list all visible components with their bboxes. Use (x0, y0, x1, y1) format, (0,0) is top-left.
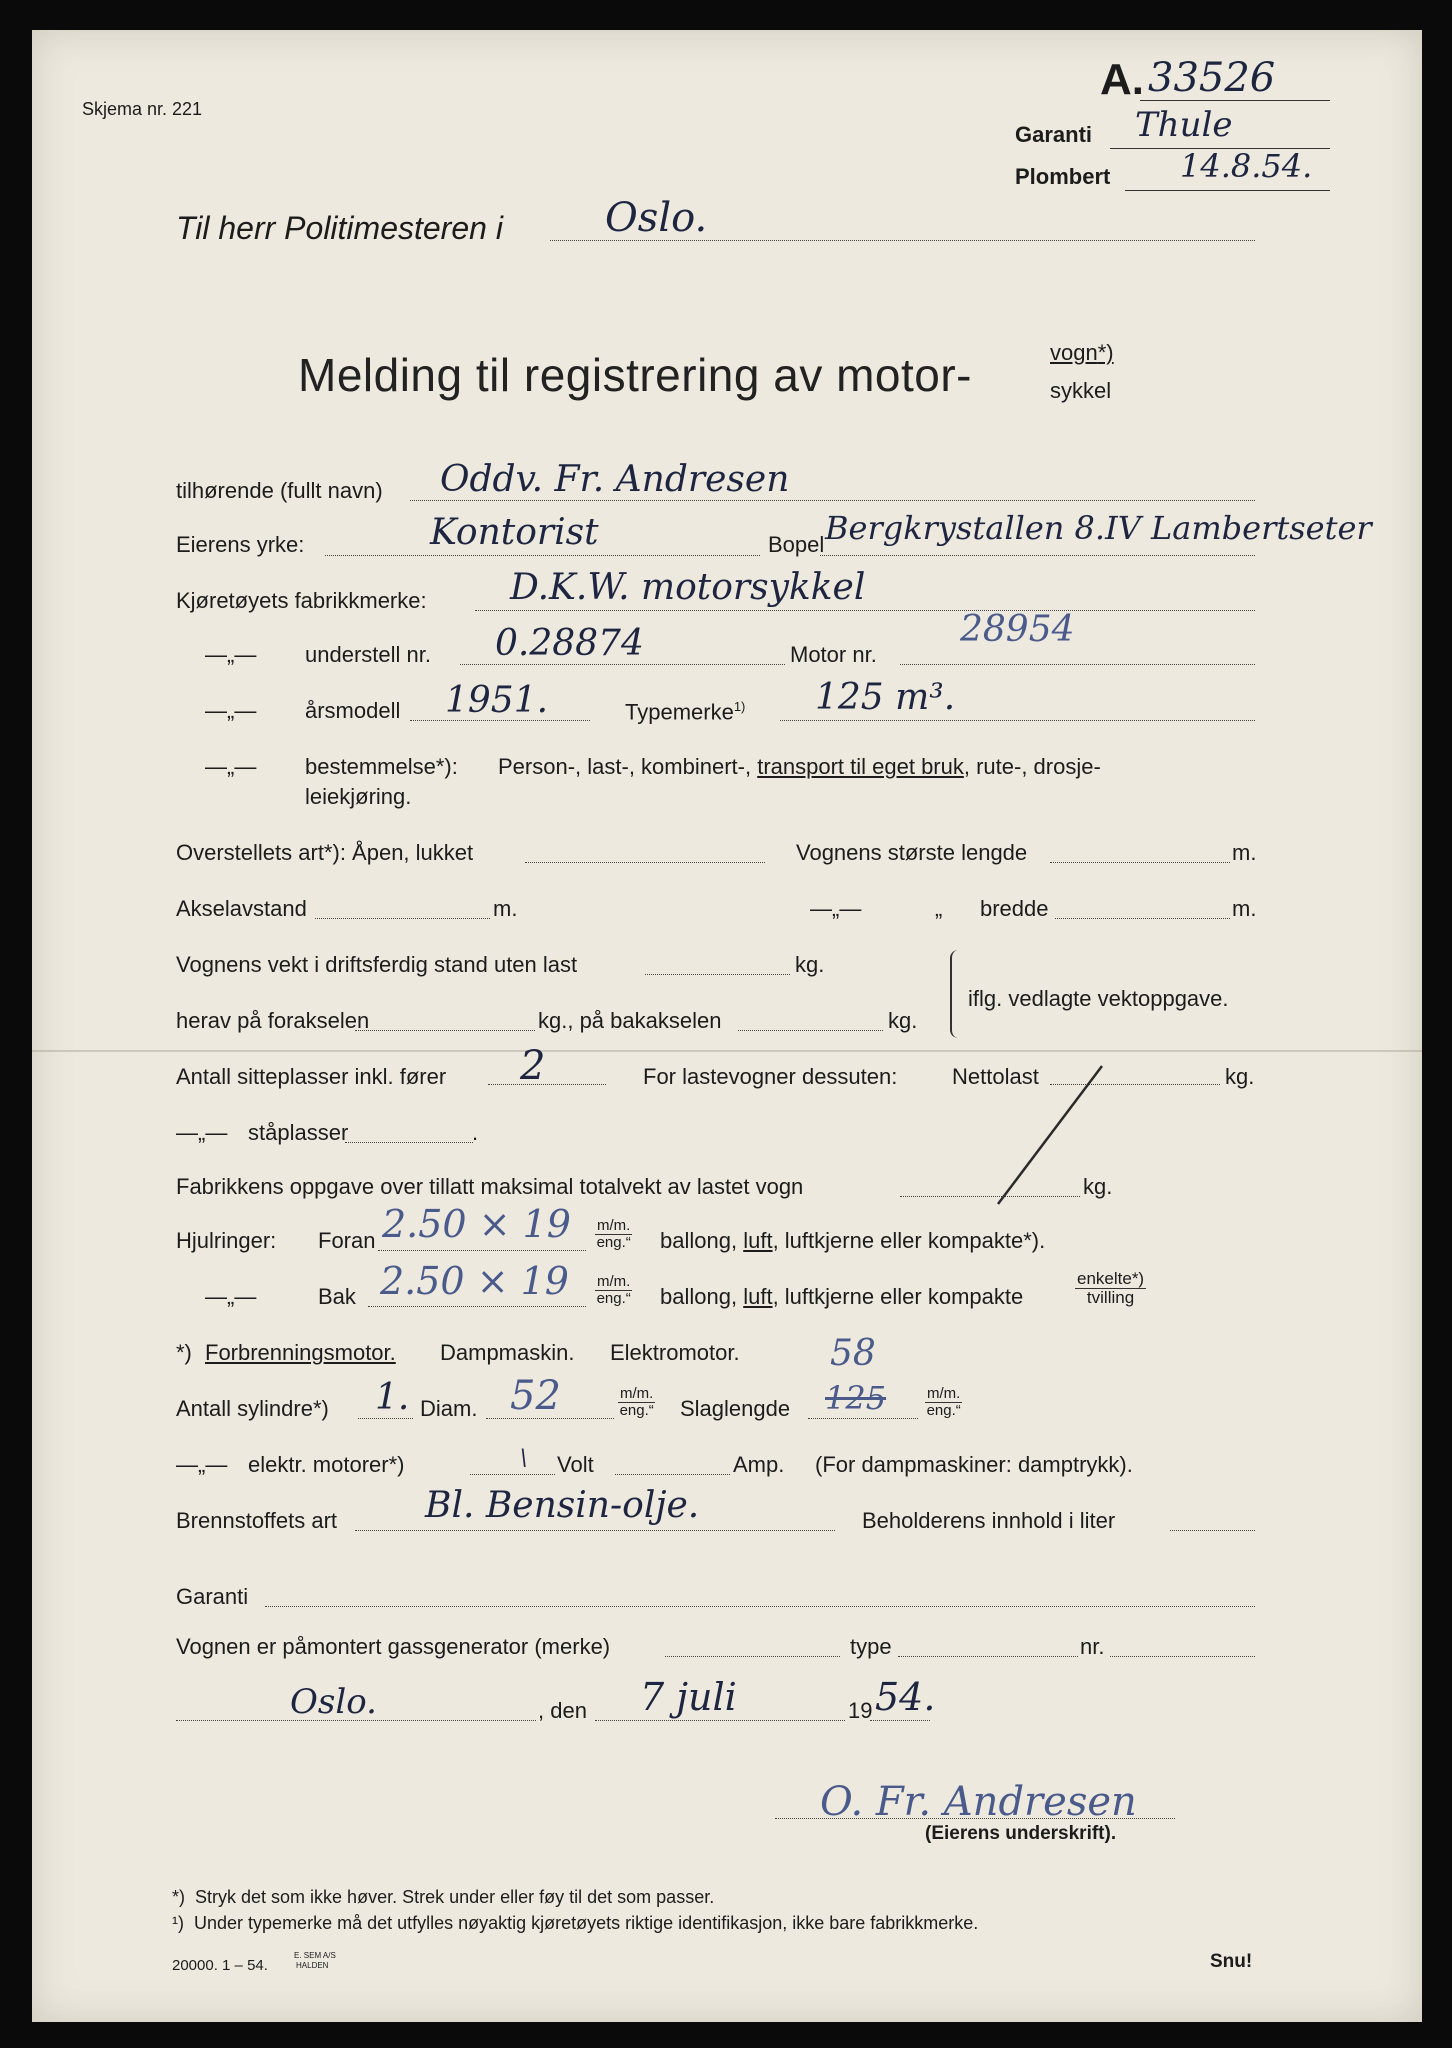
stroke-value: 125 (825, 1379, 887, 1417)
length-label: Vognens største lengde (796, 840, 1028, 865)
purpose-line2: leiekjøring. (305, 784, 412, 809)
rear-axle-label: kg., på bakakselen (538, 1008, 722, 1033)
ditto-mark: —„— (810, 896, 862, 921)
cyl-value: 1. (375, 1377, 410, 1418)
garanti-value: Thule (1135, 105, 1233, 145)
make-label: Kjøretøyets fabrikkmerke: (176, 588, 427, 613)
body-label: Overstellets art*): Åpen, lukket (176, 840, 474, 865)
elec-line (470, 1474, 555, 1475)
type-label: Typemerke$^{1)}$ (625, 699, 746, 725)
standing-line (345, 1142, 473, 1143)
unit-kg: kg. (1225, 1064, 1255, 1089)
volt-label: Volt (557, 1452, 594, 1477)
unit-m: m. (1232, 896, 1257, 921)
year-line (870, 1720, 930, 1721)
addressee-line (550, 240, 1255, 241)
addressee-label: Til herr Politimesteren i (176, 210, 503, 246)
rear-label: Bak (318, 1284, 356, 1309)
rear-tire-text: ballong, luft, luftkjerne eller kompakte (660, 1284, 1024, 1309)
owner-signature: O. Fr. Andresen (820, 1779, 1137, 1825)
signature-label: (Eierens underskrift). (925, 1823, 1117, 1844)
rear-line (368, 1306, 586, 1307)
diam-unit: m/m. eng.“ (619, 1385, 654, 1419)
plombert-line (1125, 190, 1330, 191)
reg-number-line (1140, 100, 1330, 101)
weight-note: iflg. vedlagte vektoppgave. (968, 986, 1229, 1011)
turn-over-note: Snu! (1210, 1951, 1253, 1972)
standing-label: ståplasser (248, 1120, 349, 1145)
steam-note: (For dampmaskiner: damptrykk). (815, 1452, 1133, 1477)
front-line (378, 1250, 586, 1251)
engine-type-c: Elektromotor. (610, 1340, 740, 1365)
body-line (525, 862, 765, 863)
rear-axle-line (738, 1030, 883, 1031)
diam-value: 52 (510, 1373, 561, 1419)
place-line (176, 1720, 536, 1721)
enkelte-tvilling: enkelte*) tvilling (1077, 1269, 1145, 1307)
address-label: Bopel (768, 532, 825, 557)
owner-line (410, 500, 1255, 501)
signature-line (775, 1818, 1175, 1819)
weight-label: Vognens vekt i driftsferdig stand uten last (176, 952, 578, 977)
occupation-line (325, 555, 760, 556)
address-value: Bergkrystallen 8.IV Lambertseter (825, 509, 1372, 547)
type-line (780, 720, 1255, 721)
fuel-line (355, 1530, 835, 1531)
ditto-mark: —„— (205, 754, 257, 779)
plombert-label: Plombert (1015, 164, 1111, 189)
ditto-mark: —„— (205, 642, 257, 667)
printer-name: E. SEM A/S (294, 1951, 336, 1960)
form-title: Melding til registrering av motor- (298, 349, 973, 401)
gas-type-label: type (850, 1634, 892, 1659)
diam-label: Diam. (420, 1396, 478, 1421)
front-tire-text: ballong, luft, luftkjerne eller kompakte*). (660, 1228, 1046, 1253)
engine-type-a: Forbrenningsmotor. (205, 1340, 396, 1365)
footnote-2: ¹) Under typemerke må det utfylles nøyaktig kjøretøyets riktige identifikasjon, ikke bare fabrikkmerke. (172, 1913, 979, 1933)
fold-line (32, 1050, 1422, 1052)
print-info: 20000. 1 – 54. (172, 1957, 268, 1974)
volt-line (615, 1474, 730, 1475)
fuel-value: Bl. Bensin-olje. (425, 1485, 700, 1526)
form-number: Skjema nr. 221 (82, 99, 203, 119)
weight-line (645, 974, 790, 975)
occupation-value: Kontorist (430, 512, 599, 553)
unit-m: m. (493, 896, 518, 921)
year-value: 1951. (445, 680, 549, 721)
front-axle-label: herav på forakselen (176, 1008, 370, 1033)
tank-label: Beholderens innhold i liter (862, 1508, 1116, 1533)
make-value: D.K.W. motorsykkel (510, 567, 866, 608)
owner-value: Oddv. Fr. Andresen (440, 459, 790, 500)
netload-label: Nettolast (952, 1064, 1039, 1089)
type-value: 125 m³. (815, 677, 956, 718)
plombert-value: 14.8.54. (1180, 147, 1313, 185)
seats-line (488, 1084, 606, 1085)
reg-prefix: A. (1100, 55, 1144, 104)
unit-kg: kg. (1083, 1174, 1113, 1199)
year-line (410, 720, 590, 721)
garanti-label: Garanti (1015, 122, 1093, 147)
footnote-1: *) Stryk det som ikke høver. Strek under eller føy til det som passer. (172, 1887, 715, 1907)
year-prefix: 19 (848, 1698, 873, 1723)
fuel-label: Brennstoffets art (176, 1508, 338, 1533)
unit-kg: kg. (795, 952, 825, 977)
gas-type-line (898, 1656, 1078, 1657)
ditto-mark: —„— (176, 1452, 228, 1477)
printer-city: HALDEN (296, 1961, 329, 1970)
ditto-mark: —„— (176, 1120, 228, 1145)
axle-line (315, 918, 490, 919)
title-option-sykkel: sykkel (1050, 378, 1112, 403)
unit-m: m. (1232, 840, 1257, 865)
width-line (1055, 918, 1230, 919)
occupation-label: Eierens yrke: (176, 532, 305, 557)
engine-mark: *) (176, 1340, 192, 1365)
ditto-mark: —„— (205, 698, 257, 723)
purpose-label: bestemmelse*): (305, 754, 458, 779)
seats-label: Antall sitteplasser inkl. fører (176, 1064, 447, 1089)
weight-brace (950, 950, 964, 1038)
front-label: Foran (318, 1228, 376, 1253)
stroke-unit: m/m. eng.“ (926, 1385, 961, 1419)
cyl-label: Antall sylindre*) (176, 1396, 329, 1421)
diam-line (486, 1418, 614, 1419)
date-value: 7 juli (640, 1675, 737, 1719)
chassis-label: understell nr. (305, 642, 431, 667)
standing-dot: . (472, 1120, 479, 1145)
front-axle-line (355, 1030, 535, 1031)
date-line (595, 1720, 845, 1721)
place-value: Oslo. (290, 1682, 377, 1722)
ditto-mark: —„— (205, 1284, 257, 1309)
owner-label: tilhørende (fullt navn) (176, 478, 383, 503)
year-label: årsmodell (305, 698, 401, 723)
guarantee-line (265, 1606, 1255, 1607)
stroke-line (808, 1418, 918, 1419)
chassis-line (460, 664, 785, 665)
cyl-line (358, 1418, 413, 1419)
wheels-label: Hjulringer: (176, 1228, 277, 1253)
maxweight-label: Fabrikkens oppgave over tillatt maksimal totalvekt av lastet vogn (176, 1174, 804, 1199)
chassis-value: 0.28874 (495, 623, 644, 664)
stroke-correction: 58 (830, 1333, 876, 1374)
rear-value: 2.50 × 19 (380, 1259, 569, 1303)
year-suffix: 54. (875, 1675, 936, 1719)
motor-label: Motor nr. (790, 642, 877, 667)
make-line (475, 610, 1255, 611)
tank-line (1170, 1530, 1255, 1531)
length-line (1050, 862, 1230, 863)
motor-line (900, 664, 1255, 665)
rear-unit: m/m. eng.“ (596, 1273, 631, 1307)
front-value: 2.50 × 19 (382, 1202, 571, 1246)
guarantee-label: Garanti (176, 1584, 249, 1609)
date-den-label: , den (538, 1698, 587, 1723)
stroke-label: Slaglengde (680, 1396, 791, 1421)
address-line (820, 555, 1255, 556)
gas-line (665, 1656, 840, 1657)
elec-label: elektr. motorer*) (248, 1452, 405, 1477)
engine-type-b: Dampmaskin. (440, 1340, 575, 1365)
width-label: bredde (980, 896, 1049, 921)
reg-number: 33526 (1148, 55, 1276, 101)
maxweight-line (900, 1196, 1080, 1197)
amp-label: Amp. (733, 1452, 785, 1477)
gas-label: Vognen er påmontert gassgenerator (merke) (176, 1634, 611, 1659)
seats-value: 2 (520, 1043, 546, 1089)
truck-label: For lastevogner dessuten: (643, 1064, 898, 1089)
axle-label: Akselavstand (176, 896, 307, 921)
purpose-underlined: transport til eget bruk (757, 754, 964, 779)
addressee-value: Oslo. (605, 195, 708, 241)
front-unit: m/m. eng.“ (596, 1217, 631, 1251)
title-option-vogn: vogn*) (1050, 340, 1114, 365)
gas-nr-line (1110, 1656, 1255, 1657)
purpose-line1: Person-, last-, kombinert-, transport til eget bruk, rute-, drosje- (498, 754, 1101, 779)
gas-nr-label: nr. (1080, 1634, 1105, 1659)
elec-value: \ (520, 1446, 528, 1471)
unit-kg: kg. (888, 1008, 918, 1033)
width-quote: „ (935, 896, 943, 921)
motor-value: 28954 (960, 609, 1075, 650)
